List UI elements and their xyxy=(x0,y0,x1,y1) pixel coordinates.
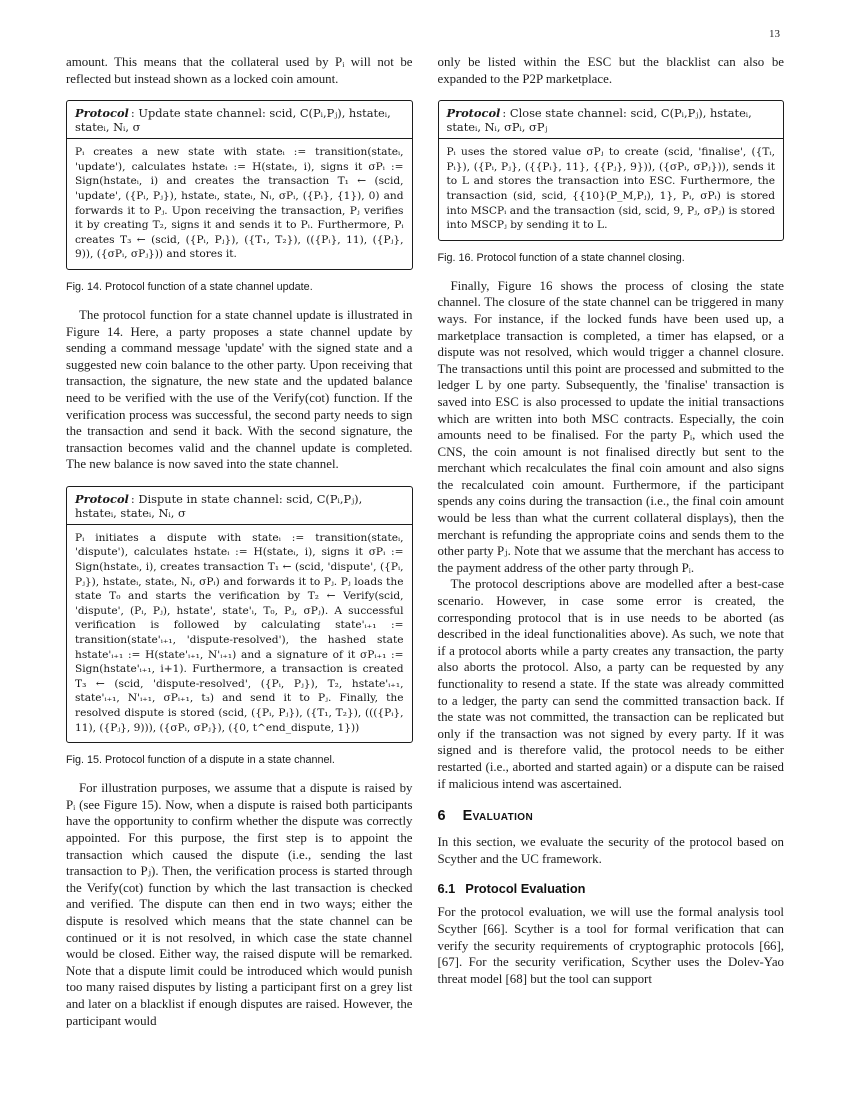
subsection-number: 6.1 xyxy=(437,881,456,897)
figure-15 xyxy=(66,486,413,767)
figure-16-caption: Fig. 16. Protocol function of a state channel closing. xyxy=(437,251,685,264)
protocol-title-text: : Update state channel: scid, C(Pᵢ,Pⱼ), hstateᵢ, stateᵢ, Nᵢ, σ xyxy=(75,106,391,135)
protocol-title-text: : Dispute in state channel: scid, C(Pᵢ,Pⱼ), hstateᵢ, stateᵢ, Nᵢ, σ xyxy=(75,491,363,520)
paragraph-continuation-right: only be listed within the ESC but the blacklist can also be expanded to the P2P marketplace. xyxy=(437,55,784,86)
figure-15-caption: Fig. 15. Protocol function of a dispute in a state channel. xyxy=(66,754,335,767)
protocol-label: Protocol xyxy=(446,106,501,121)
paragraph-dispute-explanation: For illustration purposes, we assume that a dispute is raised by Pᵢ (see Figure 15). Now, when a dispute is raised both participants have the opportunity to confirm whether the dispute was correctly appointed. For this purpose, the first step is to appoint the transaction which caused the dispute (i.e., sending the last transaction to Pⱼ). Then, the verification process is started through the Verify(cot) function by which the last transaction is checked and verified. The dispute can then end in two ways; either the dispute is resolved which means that the state channel can be continued or it is not resolved, in which case the state channel would be closed. Either way, the raised dispute will be remarked. Note that a dispute limit could be introduced which would punish too many raised disputes by listing a participant first on a grey list and later on a blacklist if enough disputes are raised. However, the participant would xyxy=(66,781,413,1028)
protocol-title-text: : Close state channel: scid, C(Pᵢ,Pⱼ), hstateᵢ, stateᵢ, Nᵢ, σPᵢ, σPⱼ xyxy=(446,106,752,135)
paragraph-update-explanation: The protocol function for a state channel update is illustrated in Figure 14. Here, a party proposes a state channel update by sending a command message 'update' with the signed state and a suggested new coin balance to the other party. Upon receiving that transaction, the signature, the new state and the updated balance need to be verified with the use of the Verify(cot) function. If the verification process was successful, the second party needs to sign the transaction and send it back. With the second signature, the transaction becomes valid and the channel update is completed. The new balance is now saved into the state channel. xyxy=(66,307,413,472)
protocol-title-close xyxy=(439,101,784,139)
protocol-label: Protocol xyxy=(75,491,129,506)
page-number: 13 xyxy=(769,28,780,40)
subsection-heading-protocol-evaluation xyxy=(438,881,785,896)
protocol-box-close xyxy=(438,100,785,241)
left-column xyxy=(66,54,413,1029)
section-title: Evaluation xyxy=(462,808,534,825)
protocol-box-dispute xyxy=(66,486,413,743)
paragraph-evaluation-intro: In this section, we evaluate the security of the protocol based on Scyther and the UC framework. xyxy=(437,835,784,866)
section-heading-evaluation xyxy=(438,808,785,824)
figure-14 xyxy=(66,100,413,294)
two-column-layout xyxy=(66,54,784,1029)
protocol-body-dispute: Pᵢ initiates a dispute with stateᵢ := transition(stateᵢ, 'dispute'), calculates hstateᵢ := H(stateᵢ, i), signs it σPᵢ := Sign(hstateᵢ, i), creates transaction T₁ ← (scid, 'dispute', ({Pᵢ, Pⱼ}), hstateᵢ, stateᵢ, Nᵢ, σPᵢ) and forwards it to Pⱼ. Pⱼ loads the state T₀ and starts the verification by T₂ ← Verify(scid, 'dispute', (Pᵢ, Pⱼ), hstate', state'ᵢ, T₀, Pⱼ, σPⱼ). A successful verification is followed by calculating state'ᵢ₊₁ := transition(state'ᵢ₊₁, 'dispute-resolved'), the hashed state hstate'ᵢ₊₁ := H(state'ᵢ₊₁, N'ᵢ₊₁) and a signature of it σPᵢ₊₁ := Sign(hstate'ᵢ₊₁, i+1). Furthermore, a transaction is created T₃ ← (scid, 'dispute-resolved', ({Pᵢ, Pⱼ}), T₂, hstate'ᵢ₊₁, state'ᵢ₊₁, N'ᵢ₊₁, σPᵢ₊₁, t₃) and send it to Pⱼ. Finally, the resolved dispute is stored (scid, ({Pᵢ, Pⱼ}), ({T₁, T₂}), ((({Pᵢ}, 11), ({Pⱼ}, 9))), ({σPᵢ, σPⱼ}), ({0, t^end_dispute, 1})) xyxy=(75,531,404,734)
protocol-body-update: Pᵢ creates a new state with stateᵢ := transition(stateᵢ, 'update'), calculates hstateᵢ := H(stateᵢ, i), signs it σPᵢ := Sign(hstateᵢ, i) and creates the transaction T₁ ← (scid, 'update', ({Pᵢ, Pⱼ}), hstateᵢ, stateᵢ, Nᵢ, σPᵢ, ({Pᵢ}, {1}), 0) and forwards it to Pⱼ. Upon receiving the transaction, Pⱼ verifies it by creating T₂, signs it and sends it to Pᵢ. Furthermore, Pᵢ creates T₃ ← (scid, ({Pᵢ, Pⱼ}), ({T₁, T₂}), (({Pᵢ}, 11), ({Pⱼ}, 9)), ({σPᵢ, σPⱼ})) and stores it. xyxy=(75,146,404,261)
paragraph-closing-explanation: Finally, Figure 16 shows the process of closing the state channel. The closure of the state channel can be triggered in many ways. For instance, if the locked funds have been used up, a marketplace transaction is completed, a timer has elapsed, or a dispute was not resolved, which would trigger a channel closure. The transactions until this point are processed and submitted to the ledger L by one party. Subsequently, the 'finalise' transaction is saved into ESC is also processed to update the initial transactions which are written into both MSC contracts. Especially, the coin amounts need to be finalised. For the party Pᵢ, which used the CNS, the coin amount is not finalised directly but sent to the merchant which recalculates the final coin amount and also signs the recalculated coin amount. Furthermore, if the participant spends any coins during the transaction (i.e., the final coin amount would be less than what the current collateral displays), then the merchant is refunding the appropriate coins and sends them to the other party Pⱼ. Note that we assume that the merchant has access to the payment address of the other party through Pᵢ. xyxy=(437,278,784,575)
right-column xyxy=(438,54,785,1029)
protocol-title-update xyxy=(67,101,412,139)
paragraph-scyther: For the protocol evaluation, we will use the formal analysis tool Scyther [66]. Scyther is a tool for formal verification that can verify the security requirements of cryptographic protocols [66], [67]. For the security verification, Scyther uses the Dolev-Yao threat model [68] but the tool can support xyxy=(437,905,784,986)
figure-16 xyxy=(438,100,785,265)
figure-14-caption: Fig. 14. Protocol function of a state channel update. xyxy=(66,280,313,293)
protocol-body-close: Pᵢ uses the stored value σPⱼ to create (scid, 'finalise', ({Tᵢ, Pᵢ}), ({Pᵢ, Pⱼ}, ({{Pᵢ}, 11}, {{Pⱼ}, 9})), ({σPᵢ, σPⱼ})), sends it to L and stores the transaction into ESC. Furthermore, the transaction (sid, scid, {{10}(P_M,Pⱼ), 1}, Pᵢ, σPᵢ) is stored into MSCPᵢ and the transaction (sid, scid, 9, Pⱼ, σPⱼ) is stored into MSCPⱼ by sending it to L. xyxy=(446,146,775,232)
protocol-label: Protocol xyxy=(75,106,129,121)
paragraph-bestcase: The protocol descriptions above are modelled after a best-case scenario. However, in case some error is created, the corresponding protocol that is in use needs to be aborted (as described in the ideal functionalities above). As such, we note that if a protocol aborts while a party creates any transaction, the party also aborts the protocol. Also, a party can be requested by any functionality to resend a state. If the state was already committed to a ledger, the party can send the committed transaction back. If the state was not committed, the transaction can be replicated but only if the transaction was not signed by every party. If it was signed and is therefore valid, the protocol needs to be either restarted (i.e., aborted and started again) or a dispute can be raised if malicious intend was ascertained. xyxy=(437,577,784,791)
paragraph-continuation-left: amount. This means that the collateral used by Pᵢ will not be reflected but instead shown as a locked coin amount. xyxy=(66,55,413,86)
section-number: 6 xyxy=(437,808,446,825)
protocol-title-dispute xyxy=(67,487,412,525)
subsection-title: Protocol Evaluation xyxy=(465,881,586,897)
protocol-box-update xyxy=(66,100,413,270)
